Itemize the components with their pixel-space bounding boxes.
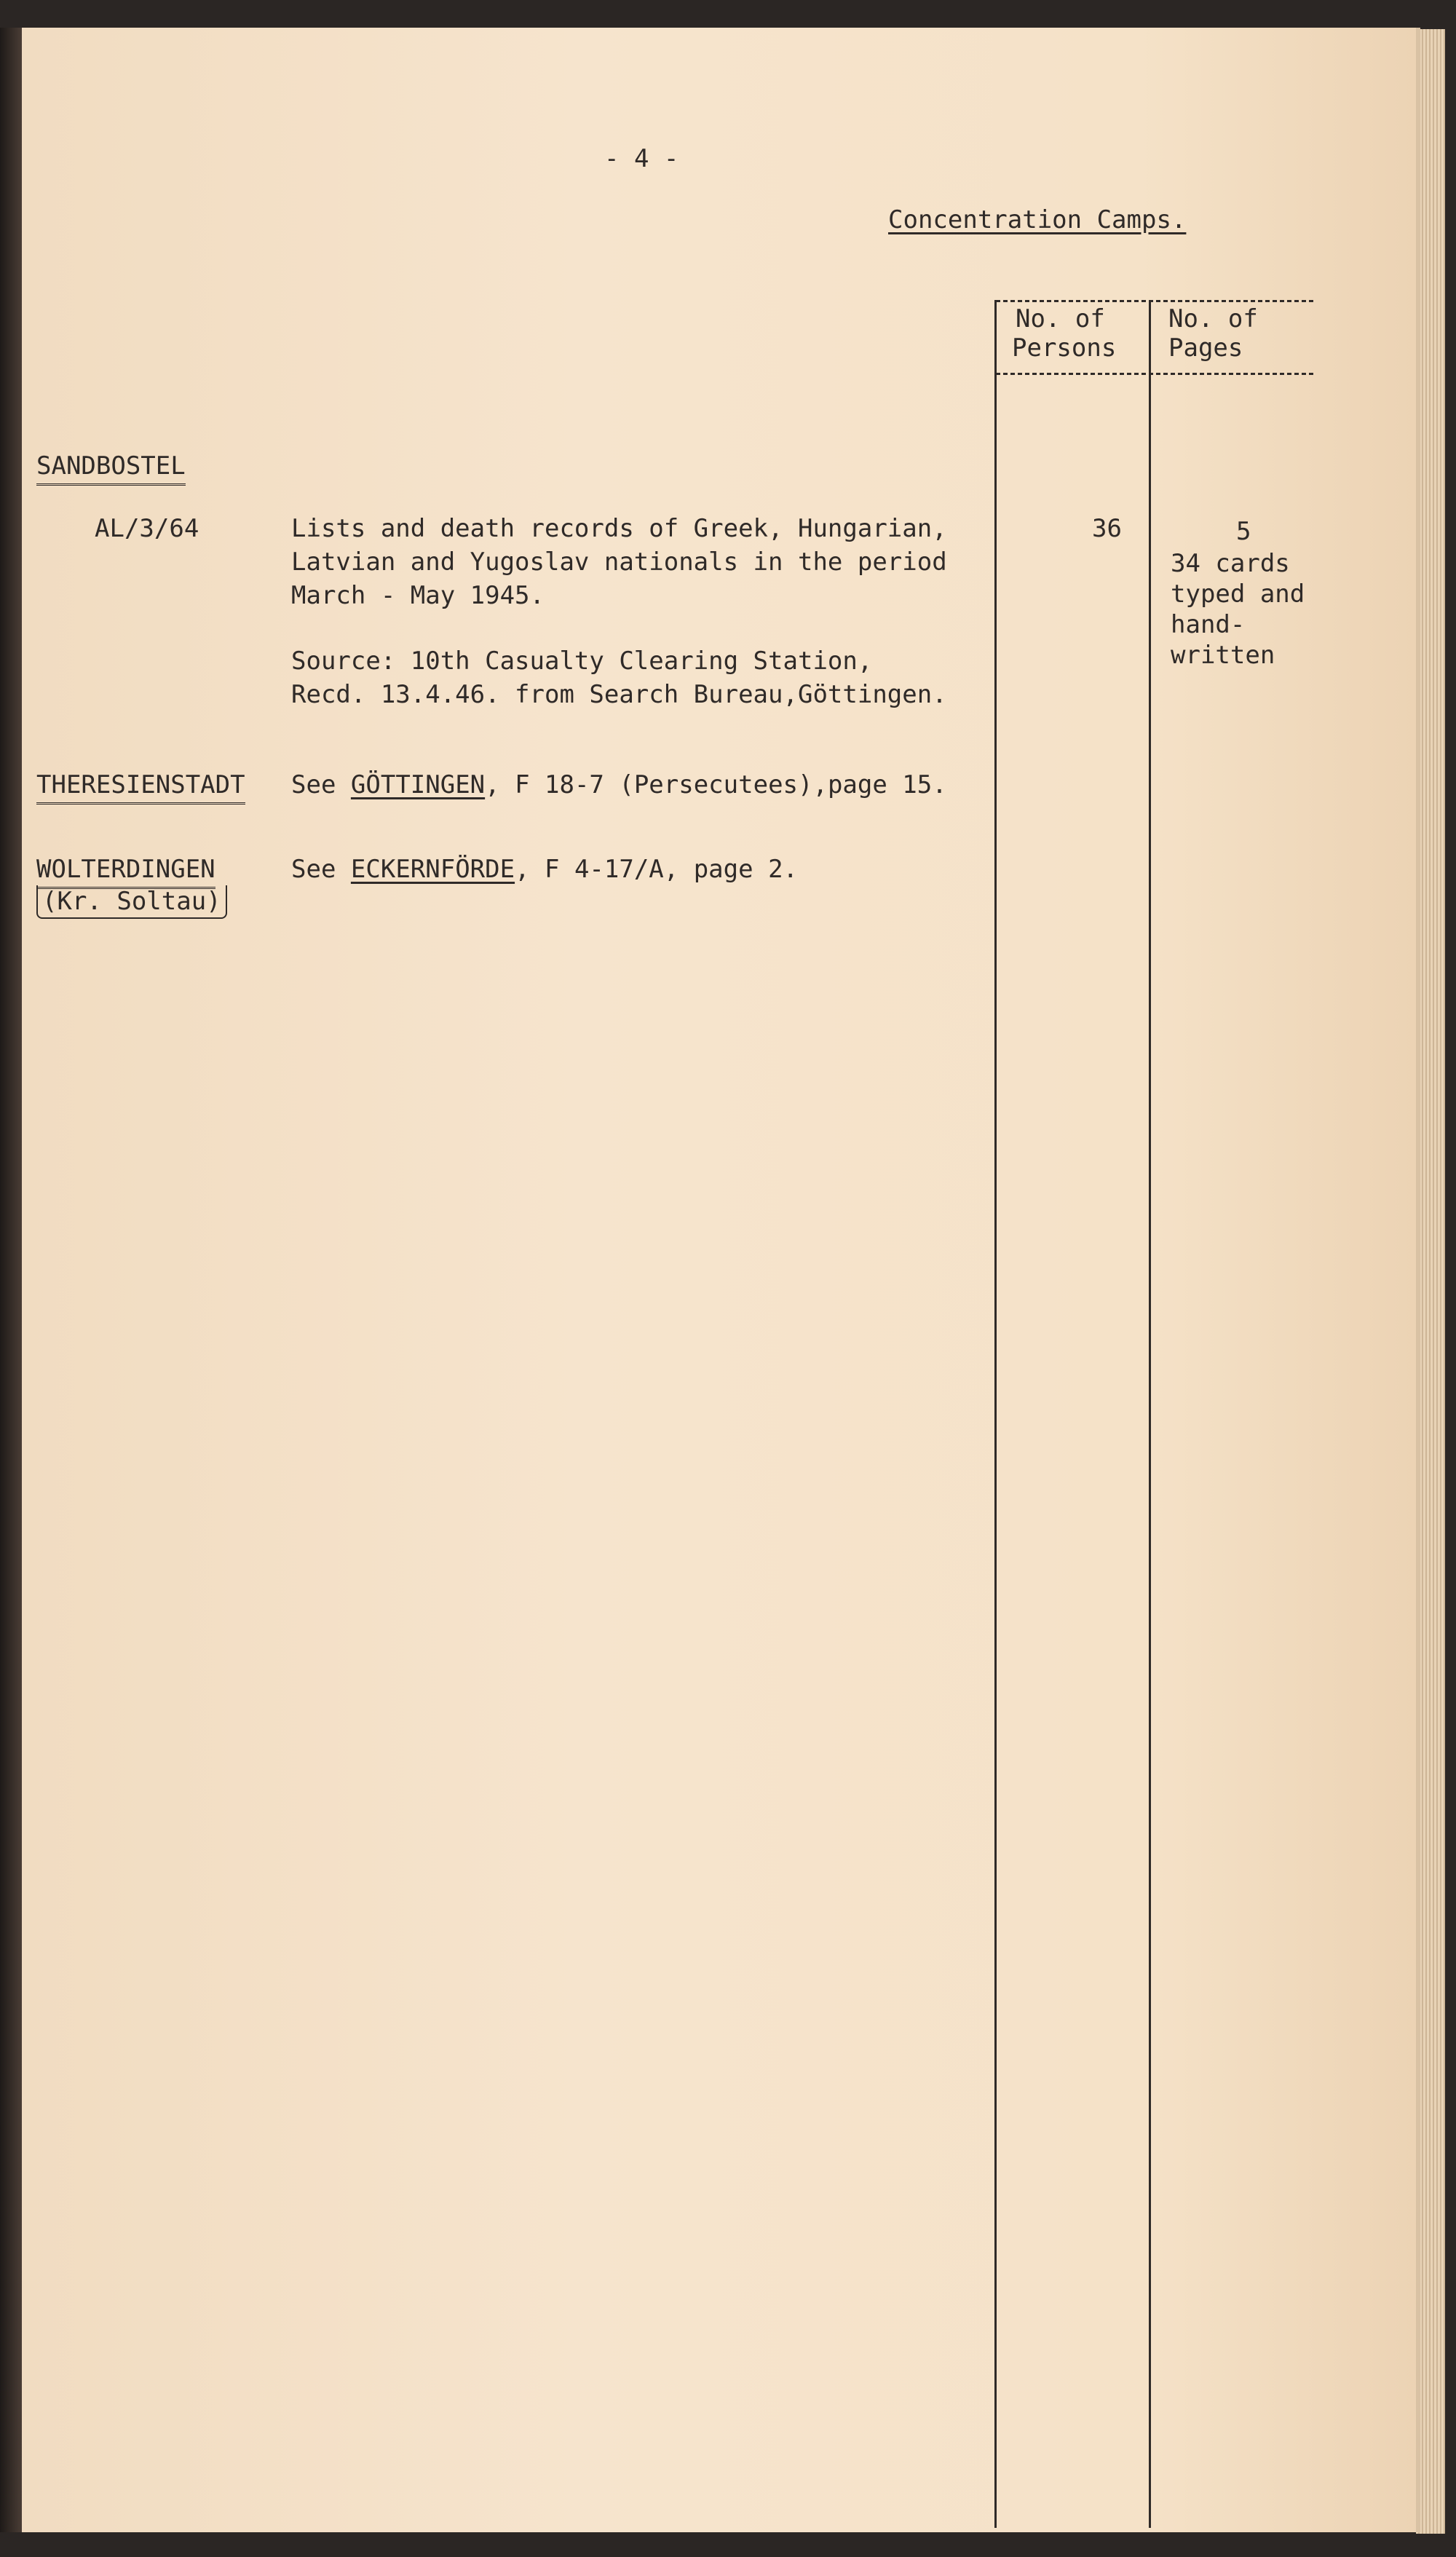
persons-header-line1: No. of [1016,304,1105,333]
entry-description-line: March - May 1945. [291,581,545,610]
entry-source-line: Recd. 13.4.46. from Search Bureau,Göttingen. [291,680,947,709]
entry-pages-note: typed and [1171,580,1305,609]
entry-description-line: Lists and death records of Greek, Hungarian, [291,514,947,543]
reference-detail: , F 18-7 (Persecutees),page 15. [485,770,947,799]
entry-pages-note: 34 cards [1171,549,1290,578]
reference-link: GÖTTINGEN [350,770,486,799]
pages-header-line1: No. of [1168,304,1258,333]
page-number: - 4 - [604,144,679,173]
entry-persons-count: 36 [1092,514,1122,543]
book-spine-edge [0,28,22,2532]
table-header-rule [996,373,1314,375]
reference-link: ECKERNFÖRDE [350,855,515,884]
entry-pages-note: written [1171,641,1275,670]
document-page [22,28,1420,2532]
entry-cross-reference [291,853,798,885]
persons-column-right-rule [1149,300,1151,2528]
see-label: See [291,855,336,884]
entry-description-line: Latvian and Yugoslav nationals in the period [291,548,947,577]
see-label: See [291,770,336,799]
pages-header-line2: Pages [1168,333,1243,363]
reference-detail: , F 4-17/A, page 2. [515,855,799,884]
entry-ref: AL/3/64 [95,514,199,543]
entry-place-sandbostel: SANDBOSTEL [36,450,186,486]
entry-place-theresienstadt: THERESIENSTADT [36,769,245,805]
entry-place-wolterdingen: WOLTERDINGEN [36,853,215,889]
entry-source-line: Source: 10th Casualty Clearing Station, [291,647,873,676]
persons-column-left-rule [994,300,997,2528]
entry-pages-count: 5 [1236,517,1251,546]
entry-pages-note: hand- [1171,610,1246,639]
persons-header-line2: Persons [1012,333,1117,363]
section-title: Concentration Camps. [888,205,1187,234]
entry-cross-reference [291,769,947,801]
entry-place-district: (Kr. Soltau) [36,885,227,919]
page-stack-edge [1416,29,1445,2534]
table-top-rule [996,300,1314,302]
